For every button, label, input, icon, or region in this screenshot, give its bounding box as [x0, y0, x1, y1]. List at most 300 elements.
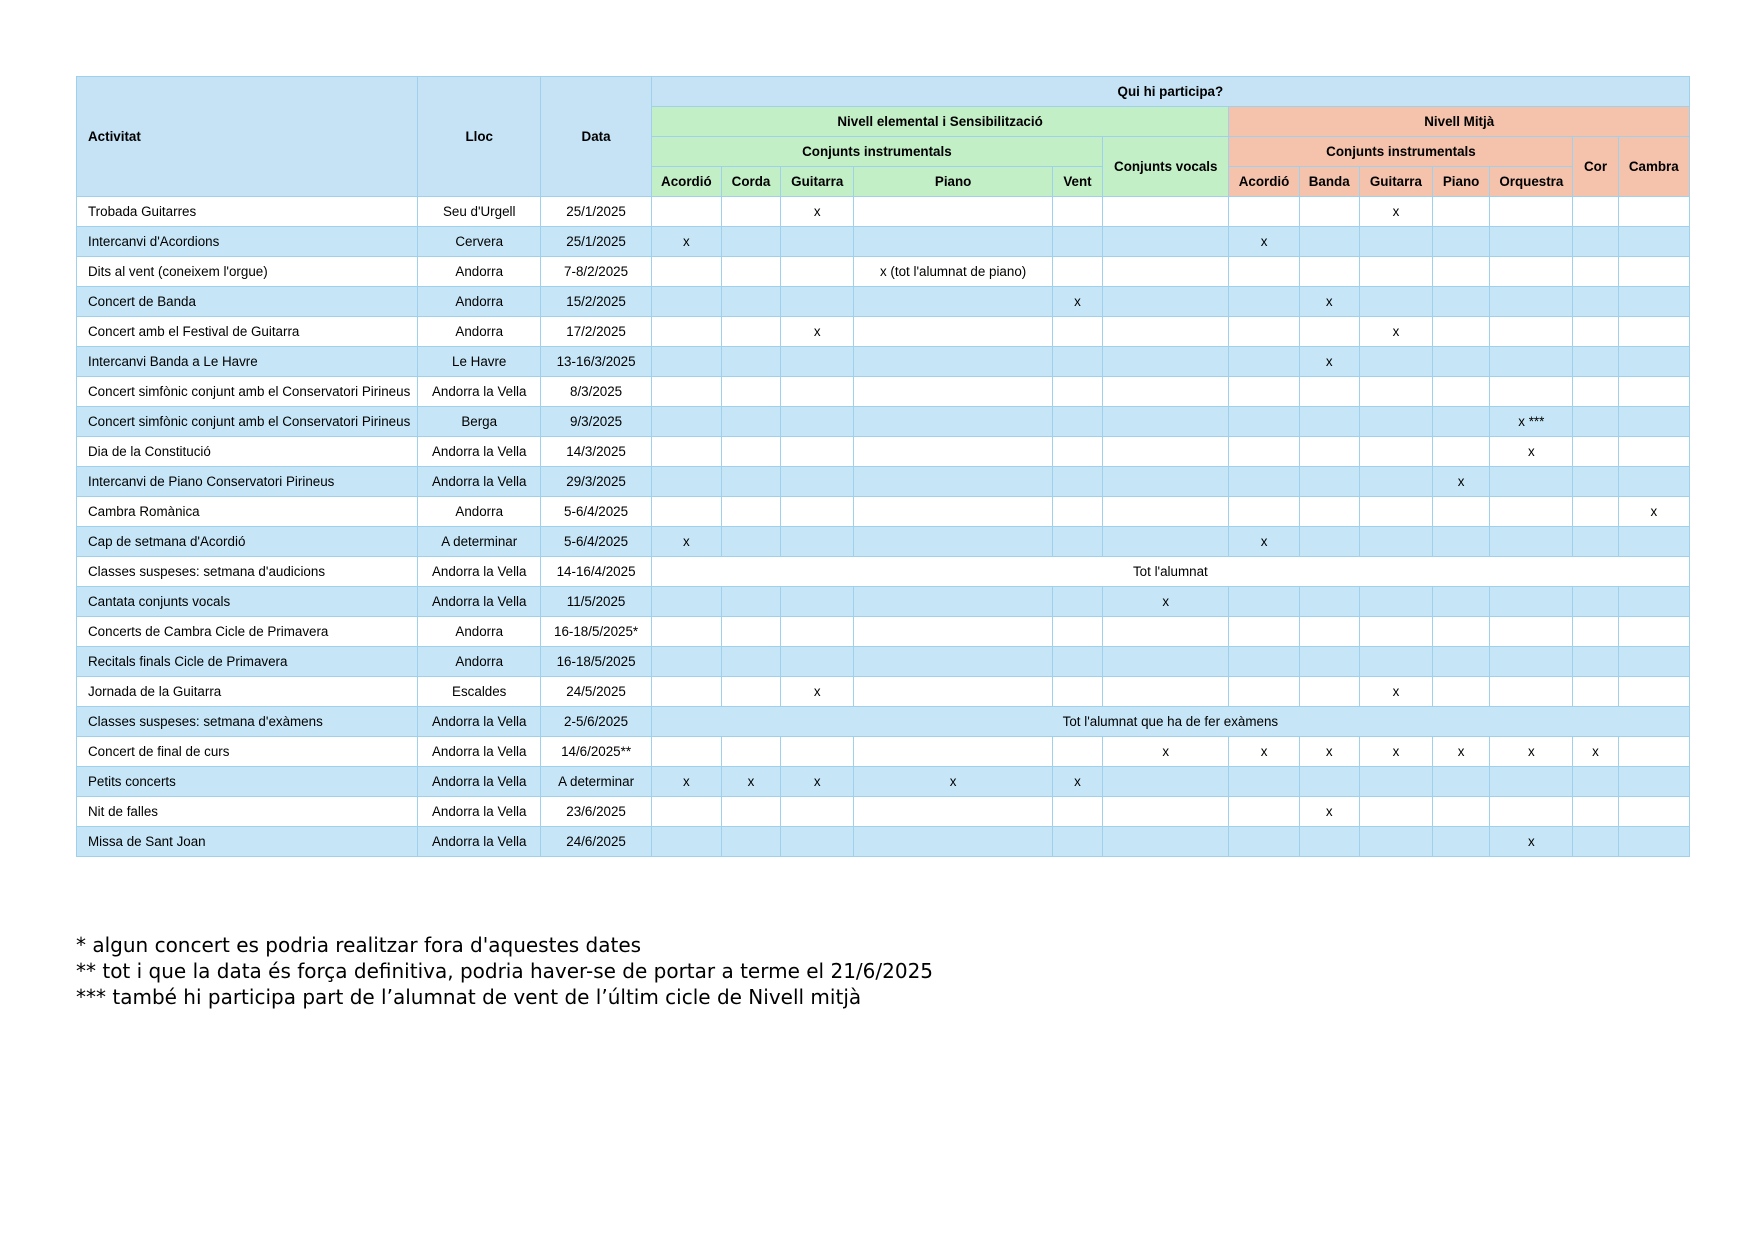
cell-participation [1618, 467, 1689, 497]
cell-participation [1229, 797, 1299, 827]
cell-data: 14/6/2025** [541, 737, 651, 767]
footnote-3: *** també hi participa part de l’alumnat de vent de l’últim cicle de Nivell mitjà [76, 985, 862, 1009]
cell-data: 5-6/4/2025 [541, 527, 651, 557]
cell-participation [1229, 377, 1299, 407]
cell-participation [651, 437, 721, 467]
cell-participation [1490, 497, 1573, 527]
header-cor: Cor [1573, 137, 1618, 197]
cell-activitat: Nit de falles [77, 797, 418, 827]
cell-participation [651, 197, 721, 227]
table-row [77, 317, 1690, 347]
table-row [77, 767, 1690, 797]
cell-participation [1490, 467, 1573, 497]
cell-participation [1490, 197, 1573, 227]
cell-data: 15/2/2025 [541, 287, 651, 317]
cell-participation [1299, 587, 1359, 617]
cell-participation: x [1490, 437, 1573, 467]
cell-participation [721, 257, 780, 287]
cell-participation [1573, 827, 1618, 857]
cell-participation [1299, 227, 1359, 257]
cell-activitat: Missa de Sant Joan [77, 827, 418, 857]
cell-activitat: Classes suspeses: setmana d'audicions [77, 557, 418, 587]
cell-data: 24/6/2025 [541, 827, 651, 857]
cell-participation [651, 467, 721, 497]
cell-participation [1359, 587, 1432, 617]
header-activitat: Activitat [77, 77, 418, 197]
cell-participation: x [1103, 737, 1229, 767]
cell-participation [1573, 287, 1618, 317]
cell-participation: x [781, 197, 854, 227]
cell-participation [1433, 797, 1490, 827]
cell-participation [1618, 737, 1689, 767]
cell-participation [1103, 227, 1229, 257]
cell-participation [1229, 257, 1299, 287]
cell-participation [721, 407, 780, 437]
activities-table [76, 76, 1690, 857]
cell-participation: x [1299, 347, 1359, 377]
cell-participation [1103, 617, 1229, 647]
cell-participation [854, 827, 1053, 857]
cell-participation [1573, 647, 1618, 677]
cell-participation [854, 437, 1053, 467]
cell-participation [1299, 617, 1359, 647]
cell-participation [1103, 647, 1229, 677]
cell-participation: x [1229, 227, 1299, 257]
header-conjunts-instrumentals-mitja: Conjunts instrumentals [1229, 137, 1573, 167]
cell-participation [1299, 407, 1359, 437]
cell-lloc: Andorra la Vella [418, 377, 541, 407]
cell-participation [1490, 767, 1573, 797]
cell-participation [854, 287, 1053, 317]
cell-participation [1433, 227, 1490, 257]
cell-participation [1573, 437, 1618, 467]
cell-participation [1359, 257, 1432, 287]
cell-data: 13-16/3/2025 [541, 347, 651, 377]
cell-participation [1618, 257, 1689, 287]
table-row [77, 677, 1690, 707]
cell-participation [1103, 827, 1229, 857]
cell-lloc: Andorra la Vella [418, 737, 541, 767]
cell-participation [1052, 197, 1102, 227]
cell-participation [1433, 617, 1490, 647]
cell-participation [651, 647, 721, 677]
cell-participation [1299, 647, 1359, 677]
cell-participation [1618, 347, 1689, 377]
cell-participation [1618, 767, 1689, 797]
cell-data: 14/3/2025 [541, 437, 651, 467]
cell-participation [1433, 197, 1490, 227]
cell-participation [651, 827, 721, 857]
cell-participation [1433, 287, 1490, 317]
cell-participation: x [1490, 737, 1573, 767]
cell-participation [721, 347, 780, 377]
cell-participation [1433, 587, 1490, 617]
table-row [77, 347, 1690, 377]
cell-participation [1573, 377, 1618, 407]
table-row [77, 587, 1690, 617]
cell-participation [1359, 377, 1432, 407]
cell-participation [1103, 437, 1229, 467]
cell-participation [721, 827, 780, 857]
cell-participation: x [1359, 317, 1432, 347]
cell-participation [651, 407, 721, 437]
table-row [77, 647, 1690, 677]
cell-participation [781, 467, 854, 497]
cell-lloc: Andorra la Vella [418, 467, 541, 497]
cell-participation [1229, 587, 1299, 617]
header-elem-piano: Piano [854, 167, 1053, 197]
table-row [77, 407, 1690, 437]
cell-participation: x [1359, 197, 1432, 227]
cell-participation [1618, 677, 1689, 707]
cell-participation [1299, 257, 1359, 287]
cell-participation [721, 797, 780, 827]
footnote-2: ** tot i que la data és força definitiva, podria haver-se de portar a terme el 21/6/2025 [76, 959, 934, 983]
cell-lloc: Andorra [418, 617, 541, 647]
cell-participation [1618, 647, 1689, 677]
cell-participation [854, 527, 1053, 557]
cell-participation [1103, 317, 1229, 347]
cell-participation [651, 377, 721, 407]
cell-participation: x [1433, 737, 1490, 767]
cell-participation [1229, 617, 1299, 647]
cell-participation [721, 377, 780, 407]
cell-participation [1618, 437, 1689, 467]
cell-participation [781, 587, 854, 617]
cell-participation [721, 677, 780, 707]
cell-participation [1299, 677, 1359, 707]
cell-participation [1618, 317, 1689, 347]
cell-participation [1490, 227, 1573, 257]
cell-data: 2-5/6/2025 [541, 707, 651, 737]
header-mitja-orquestra: Orquestra [1490, 167, 1573, 197]
cell-lloc: Andorra la Vella [418, 827, 541, 857]
cell-participation [1490, 647, 1573, 677]
cell-participation [1229, 467, 1299, 497]
cell-participation [854, 467, 1053, 497]
cell-participation [1103, 767, 1229, 797]
cell-activitat: Trobada Guitarres [77, 197, 418, 227]
cell-participation: x [1490, 827, 1573, 857]
cell-participation: x [1299, 287, 1359, 317]
table-row [77, 497, 1690, 527]
table-row [77, 827, 1690, 857]
cell-participation [1052, 257, 1102, 287]
cell-activitat: Dits al vent (coneixem l'orgue) [77, 257, 418, 287]
cell-participation: x [651, 527, 721, 557]
header-mitja-banda: Banda [1299, 167, 1359, 197]
cell-participation [651, 797, 721, 827]
cell-participation [1359, 647, 1432, 677]
cell-participation [1359, 347, 1432, 377]
cell-participation [1618, 377, 1689, 407]
cell-participation [781, 257, 854, 287]
cell-data: 14-16/4/2025 [541, 557, 651, 587]
cell-participation [854, 377, 1053, 407]
table-row [77, 257, 1690, 287]
cell-participation [1299, 497, 1359, 527]
cell-participation [854, 347, 1053, 377]
header-elem-vent: Vent [1052, 167, 1102, 197]
cell-participation [651, 317, 721, 347]
cell-activitat: Intercanvi Banda a Le Havre [77, 347, 418, 377]
cell-participation [1103, 407, 1229, 437]
cell-participation [1052, 797, 1102, 827]
cell-lloc: Cervera [418, 227, 541, 257]
cell-participation [651, 737, 721, 767]
cell-activitat: Dia de la Constitució [77, 437, 418, 467]
cell-participation [1299, 527, 1359, 557]
cell-participation [1573, 587, 1618, 617]
cell-participation: x [854, 767, 1053, 797]
cell-participation [1433, 317, 1490, 347]
cell-participation [781, 227, 854, 257]
cell-lloc: Berga [418, 407, 541, 437]
cell-participation [854, 497, 1053, 527]
cell-data: 16-18/5/2025* [541, 617, 651, 647]
cell-activitat: Concerts de Cambra Cicle de Primavera [77, 617, 418, 647]
cell-participation [1618, 587, 1689, 617]
cell-activitat: Cantata conjunts vocals [77, 587, 418, 617]
cell-participation [1573, 257, 1618, 287]
cell-participation [781, 647, 854, 677]
cell-participation [1103, 257, 1229, 287]
header-qui-hi-participa: Qui hi participa? [651, 77, 1689, 107]
cell-participation [1433, 347, 1490, 377]
cell-participation [1052, 737, 1102, 767]
cell-activitat: Classes suspeses: setmana d'exàmens [77, 707, 418, 737]
cell-participation [1490, 617, 1573, 647]
cell-participation [1359, 227, 1432, 257]
cell-participation [1433, 827, 1490, 857]
table-row [77, 377, 1690, 407]
cell-participation [721, 617, 780, 647]
cell-participation [1618, 827, 1689, 857]
cell-data: 7-8/2/2025 [541, 257, 651, 287]
cell-participation [1103, 497, 1229, 527]
cell-participation [1618, 407, 1689, 437]
cell-participation [1433, 497, 1490, 527]
cell-participation [721, 587, 780, 617]
cell-participation [1433, 677, 1490, 707]
header-nivell-mitja: Nivell Mitjà [1229, 107, 1690, 137]
cell-participation [1103, 287, 1229, 317]
table-row [77, 797, 1690, 827]
cell-participation [1618, 287, 1689, 317]
cell-data: 25/1/2025 [541, 227, 651, 257]
cell-participation [1052, 437, 1102, 467]
cell-participation [1490, 347, 1573, 377]
cell-participation [1359, 467, 1432, 497]
cell-participation [651, 287, 721, 317]
cell-participation [1103, 797, 1229, 827]
cell-participation [1359, 827, 1432, 857]
cell-participation: x [651, 227, 721, 257]
cell-participation [721, 197, 780, 227]
cell-participation [1052, 617, 1102, 647]
cell-lloc: Andorra la Vella [418, 587, 541, 617]
cell-activitat: Recitals finals Cicle de Primavera [77, 647, 418, 677]
cell-participation [1573, 617, 1618, 647]
cell-participation [854, 797, 1053, 827]
cell-data: 8/3/2025 [541, 377, 651, 407]
cell-participation: x [651, 767, 721, 797]
cell-participation [1103, 347, 1229, 377]
cell-participation [781, 797, 854, 827]
cell-activitat: Concert de Banda [77, 287, 418, 317]
cell-participation: x [1103, 587, 1229, 617]
cell-lloc: Seu d'Urgell [418, 197, 541, 227]
cell-data: 29/3/2025 [541, 467, 651, 497]
cell-participation [721, 467, 780, 497]
header-mitja-guitarra: Guitarra [1359, 167, 1432, 197]
cell-participation: x [1299, 797, 1359, 827]
cell-data: 5-6/4/2025 [541, 497, 651, 527]
cell-participation [721, 497, 780, 527]
cell-participation [1573, 197, 1618, 227]
cell-data: 11/5/2025 [541, 587, 651, 617]
header-elem-acordio: Acordió [651, 167, 721, 197]
header-elem-guitarra: Guitarra [781, 167, 854, 197]
cell-participation [651, 587, 721, 617]
cell-participation [721, 527, 780, 557]
cell-lloc: Andorra la Vella [418, 707, 541, 737]
table-row [77, 737, 1690, 767]
cell-participation [1433, 437, 1490, 467]
cell-participation [1229, 437, 1299, 467]
cell-activitat: Concert de final de curs [77, 737, 418, 767]
cell-participation [1299, 197, 1359, 227]
cell-lloc: Andorra la Vella [418, 797, 541, 827]
cell-participation [1103, 527, 1229, 557]
cell-activitat: Concert amb el Festival de Guitarra [77, 317, 418, 347]
cell-activitat: Jornada de la Guitarra [77, 677, 418, 707]
cell-participation: x [1618, 497, 1689, 527]
cell-participation [1490, 677, 1573, 707]
cell-participation: x [721, 767, 780, 797]
cell-participation [854, 617, 1053, 647]
cell-participation [1299, 437, 1359, 467]
cell-participation: x [1052, 767, 1102, 797]
cell-activitat: Cambra Romànica [77, 497, 418, 527]
cell-participation [651, 497, 721, 527]
cell-participation [854, 647, 1053, 677]
cell-participation [1490, 317, 1573, 347]
cell-participation [1052, 827, 1102, 857]
table-row [77, 527, 1690, 557]
cell-participation [721, 227, 780, 257]
header-cambra: Cambra [1618, 137, 1689, 197]
cell-participation [1299, 317, 1359, 347]
cell-participation [1618, 617, 1689, 647]
cell-participation: x [1359, 737, 1432, 767]
cell-participation [1052, 317, 1102, 347]
cell-participation [1052, 677, 1102, 707]
cell-participation [1052, 407, 1102, 437]
cell-participation [1573, 317, 1618, 347]
cell-participation [1359, 767, 1432, 797]
cell-participation [854, 197, 1053, 227]
cell-participation [1433, 647, 1490, 677]
cell-participation [1433, 407, 1490, 437]
header-mitja-piano: Piano [1433, 167, 1490, 197]
cell-participation [781, 737, 854, 767]
cell-participation: x [1433, 467, 1490, 497]
cell-lloc: Escaldes [418, 677, 541, 707]
cell-participation [1573, 497, 1618, 527]
header-conjunts-instrumentals-elemental: Conjunts instrumentals [651, 137, 1102, 167]
cell-participation [1229, 827, 1299, 857]
activities-table-body [77, 197, 1690, 857]
cell-participation [1103, 377, 1229, 407]
cell-lloc: Andorra [418, 497, 541, 527]
cell-activitat: Petits concerts [77, 767, 418, 797]
cell-participation [1573, 767, 1618, 797]
cell-data: 17/2/2025 [541, 317, 651, 347]
cell-data: 23/6/2025 [541, 797, 651, 827]
cell-participation [1573, 407, 1618, 437]
cell-participation [781, 407, 854, 437]
footnote-1: * algun concert es podria realitzar fora d'aquestes dates [76, 933, 642, 957]
cell-lloc: Andorra [418, 287, 541, 317]
cell-participation [1299, 827, 1359, 857]
cell-participation [781, 287, 854, 317]
cell-participation [1052, 587, 1102, 617]
cell-participation [1103, 677, 1229, 707]
cell-participation [1229, 647, 1299, 677]
cell-participation [1052, 347, 1102, 377]
cell-activitat: Intercanvi d'Acordions [77, 227, 418, 257]
cell-participation [1433, 527, 1490, 557]
cell-participation: x [1229, 737, 1299, 767]
cell-participation [651, 677, 721, 707]
cell-participation [1103, 197, 1229, 227]
cell-participation [721, 287, 780, 317]
cell-participation [1618, 227, 1689, 257]
cell-participation [781, 617, 854, 647]
cell-activitat: Concert simfònic conjunt amb el Conservatori Pirineus [77, 377, 418, 407]
cell-participation [1229, 767, 1299, 797]
cell-participation [1573, 467, 1618, 497]
table-row [77, 467, 1690, 497]
cell-participation [721, 647, 780, 677]
cell-participation: x (tot l'alumnat de piano) [854, 257, 1053, 287]
cell-lloc: Andorra [418, 317, 541, 347]
cell-participation: x [1573, 737, 1618, 767]
table-row [77, 707, 1690, 737]
cell-participation [1359, 617, 1432, 647]
cell-participation [1359, 497, 1432, 527]
header-lloc: Lloc [418, 77, 541, 197]
cell-participation [721, 737, 780, 767]
cell-participation [1359, 407, 1432, 437]
cell-data: 16-18/5/2025 [541, 647, 651, 677]
cell-participation [854, 677, 1053, 707]
cell-participation [1490, 587, 1573, 617]
cell-participation [1052, 527, 1102, 557]
footnotes [76, 932, 933, 1010]
cell-participation [651, 347, 721, 377]
cell-participation [1618, 197, 1689, 227]
cell-participation [1052, 497, 1102, 527]
header-conjunts-vocals: Conjunts vocals [1103, 137, 1229, 197]
cell-participation [854, 737, 1053, 767]
cell-participation [1299, 377, 1359, 407]
cell-participation [1229, 497, 1299, 527]
cell-participation [781, 377, 854, 407]
cell-participation [1229, 677, 1299, 707]
cell-participation [1359, 527, 1432, 557]
